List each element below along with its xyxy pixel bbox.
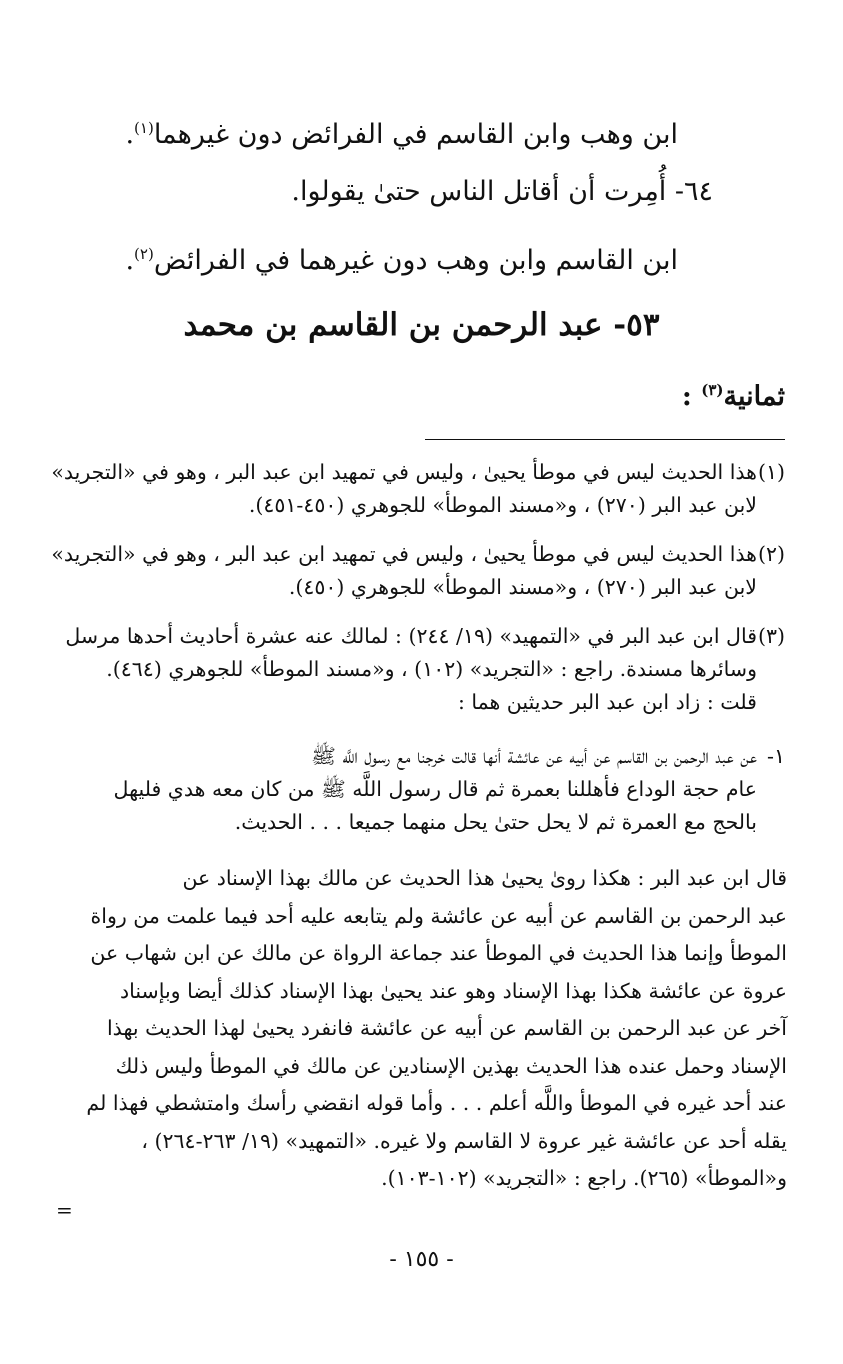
commentary-line: عروة عن عائشة هكذا بهذا الإسناد وهو عند يحيىٰ بهذا الإسناد كذلك أيضا وبإسناد [119,978,787,1003]
footnote-number: (١) [757,460,785,484]
footnote-3 [50,620,785,719]
footnote-divider [425,439,785,440]
footnote-line: قال ابن عبد البر في «التمهيد» (١٩/ ٢٤٤) : لمالك عنه عشرة أحاديث أحدها مرسل [65,624,757,648]
commentary-line: و«الموطأ» (٢٦٥). راجع : «التجريد» (١٠٢-١٠٣). [381,1166,787,1190]
commentary-line: قال ابن عبد البر : هكذا روىٰ يحيىٰ هذا الحديث عن مالك بهذا الإسناد عن [182,866,787,890]
main-text-line-1 [125,108,678,155]
punctuation: . [125,119,135,150]
count-label [682,370,785,417]
hadith-number: ١- [767,744,785,768]
commentary-line: يقله أحد عن عائشة غير عروة لا القاسم ولا غيره. «التمهيد» (١٩/ ٢٦٣-٢٦٤) ، [141,1128,787,1153]
footnote-line: هذا الحديث ليس في موطأ يحيىٰ ، وليس في تمهيد ابن عبد البر ، وهو في «التجريد» [51,460,757,484]
footnote-ref-1: (١) [134,119,154,137]
footnote-line: هذا الحديث ليس في موطأ يحيىٰ ، وليس في تمهيد ابن عبد البر ، وهو في «التجريد» [51,542,757,566]
commentary-line: عند أحد غيره في الموطأ واللَّه أعلم . . . وأما قوله انقضي رأسك وامتشطي فهذا لم [86,1091,787,1115]
section-heading: ٥٣- عبد الرحمن بن القاسم بن محمد [183,307,660,343]
main-text: ابن وهب وابن القاسم في الفرائض دون غيرهما [153,119,678,150]
footnote-ref-2: (٢) [134,245,154,263]
commentary-line: الموطأ وإنما هذا الحديث في الموطأ عند جماعة الرواة عن مالك عن ابن شهاب عن [90,941,787,965]
footnote-2 [50,538,785,604]
punctuation: . [125,245,135,276]
count-text: ثمانية [723,381,785,412]
footnote-line: قلت : زاد ابن عبد البر حديثين هما : [457,690,757,714]
footnote-line: لابن عبد البر (٢٧٠) ، و«مسند الموطأ» للجوهري (٤٥٠-٤٥١). [248,493,757,517]
hadith-quote [50,740,785,839]
main-text: ابن القاسم وابن وهب دون غيرهما في الفرائض [153,245,678,276]
commentary-line: عبد الرحمن بن القاسم عن أبيه عن عائشة ولم يتابعه عليه أحد فيما علمت من رواة [90,903,787,928]
main-text-line-3 [125,234,678,281]
page-number: - ١٥٥ - [389,1247,454,1272]
hadith-line: عن عبد الرحمن بن القاسم عن أبيه عن عائشة أنها قالت خرجنا مع رسول اللَّه ﷺ [311,744,757,768]
footnote-number: (٣) [757,624,785,648]
commentary [47,860,787,1198]
punctuation: : [681,381,692,412]
footnote-line: وسائرها مسندة. راجع : «التجريد» (١٠٢) ، و«مسند الموطأ» للجوهري (٤٦٤). [106,657,757,681]
hadith-line: عام حجة الوداع فأهللنا بعمرة ثم قال رسول اللَّه ﷺ من كان معه هدي فليهل [113,777,757,801]
footnote-line: لابن عبد البر (٢٧٠) ، و«مسند الموطأ» للجوهري (٤٥٠). [288,575,757,599]
hadith-line: بالحج مع العمرة ثم لا يحل حتىٰ يحل منهما جميعا . . . الحديث. [234,810,757,834]
continuation-mark: = [56,1198,73,1222]
main-text-line-2: ٦٤- أُمِرت أن أقاتل الناس حتىٰ يقولوا. [291,176,713,207]
commentary-line: آخر عن عبد الرحمن بن القاسم عن أبيه عن عائشة فانفرد يحيىٰ لهذا الحديث بهذا [106,1016,787,1040]
footnote-1 [50,456,785,522]
footnote-ref-3: (٣) [701,381,724,399]
commentary-line: الإسناد وحمل عنده هذا الحديث بهذين الإسنادين عن مالك في الموطأ وليس ذلك [115,1053,787,1078]
footnote-number: (٢) [757,542,785,566]
